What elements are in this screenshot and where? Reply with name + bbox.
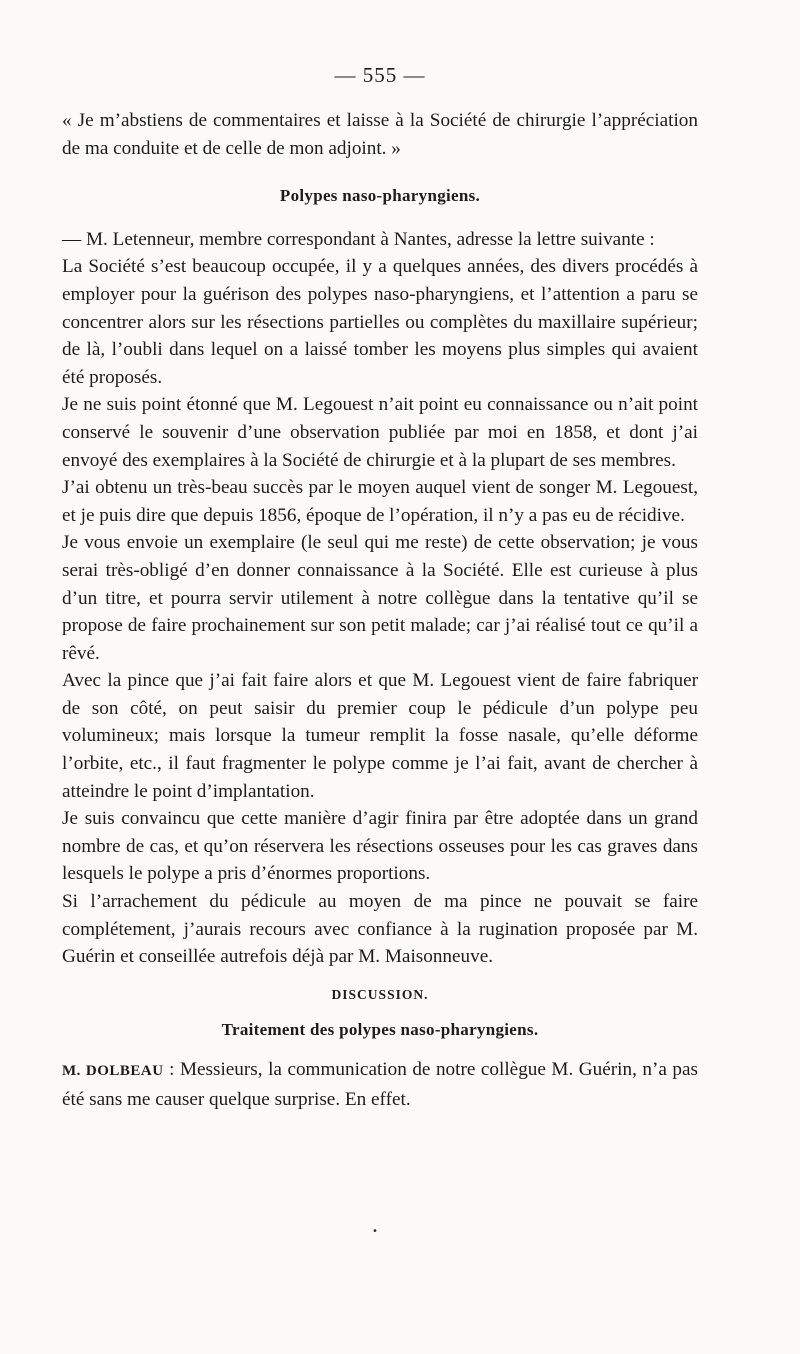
quote-paragraph: « Je m’abstiens de commentaires et laisse à la Société de chirurgie l’appréciation de ma conduite et de celle de mon adjoint. » bbox=[62, 110, 698, 159]
letter-intro-paragraph: — M. Letenneur, membre correspondant à Nantes, adresse la lettre suivante : bbox=[62, 228, 655, 250]
letter-paragraph-2: Je ne suis point étonné que M. Legouest n’ait point eu connaissance ou n’ait point conservé le souvenir d’une observation publiée par moi en 1858, et dont j’ai envoyé des exemplaires à la Société de chirurgie et à la plupart de ses membres. bbox=[62, 394, 698, 471]
speaker-name: M. DOLBEAU bbox=[62, 1063, 164, 1079]
document-page bbox=[62, 0, 698, 1354]
discussion-subheading: Traitement des polypes naso-pharyngiens. bbox=[221, 1020, 539, 1040]
letter-paragraph-6: Je suis convaincu que cette manière d’agir finira par être adoptée dans un grand nombre de cas, et qu’on réservera les résections osseuses pour les cas graves dans lesquels le polype a pris d’énormes proportions. bbox=[62, 808, 698, 885]
page-number: — 555 — bbox=[334, 63, 426, 87]
letter-paragraph-7: Si l’arrachement du pédicule au moyen de ma pince ne pouvait se faire complétement, j’aurais recours avec confiance à la rugination proposée par M. Guérin et conseillée autrefois déjà par M. Maisonneuve. bbox=[62, 891, 698, 968]
letter-paragraph-5: Avec la pince que j’ai fait faire alors et que M. Legouest vient de faire fabriquer de son côté, on peut saisir du premier coup le pédicule d’un polype peu volumineux; mais lorsque la tumeur remplit la fosse nasale, qu’elle déforme l’orbite, etc., il faut fragmenter le polype comme je l’ai fait, avant de chercher à atteindre le point d’implantation. bbox=[62, 670, 698, 802]
page-body bbox=[62, 107, 698, 1113]
letter-paragraph-3: J’ai obtenu un très-beau succès par le moyen auquel vient de songer M. Legouest, et je puis dire que depuis 1856, époque de l’opération, il n’y a pas eu de récidive. bbox=[62, 477, 698, 526]
letter-paragraph-1: La Société s’est beaucoup occupée, il y a quelques années, des divers procédés à employer pour la guérison des polypes naso-pharyngiens, et l’attention a paru se concentrer alors sur les résections partielles ou complètes du maxillaire supérieur; de là, l’oubli dans lequel on a laissé tomber les moyens plus simples qui avaient été proposés. bbox=[62, 256, 698, 388]
discussion-heading: DISCUSSION. bbox=[331, 986, 429, 1002]
dolbeau-paragraph bbox=[62, 1056, 698, 1113]
dolbeau-text: : Messieurs, la communication de notre collègue M. Guérin, n’a pas été sans me causer quelque surprise. En effet. bbox=[62, 1059, 699, 1110]
ink-dot-mark: • bbox=[372, 1226, 378, 1237]
letter-paragraph-4: Je vous envoie un exemplaire (le seul qui me reste) de cette observation; je vous serai très-obligé d’en donner connaissance à la Société. Elle est curieuse à plus d’un titre, et pourra servir utilement à notre collègue dans la tentative qu’il se propose de faire prochainement sur son petit malade; car j’ai réalisé tout ce qu’il a rêvé. bbox=[62, 532, 698, 664]
section-heading-polypes: Polypes naso-pharyngiens. bbox=[279, 186, 481, 206]
